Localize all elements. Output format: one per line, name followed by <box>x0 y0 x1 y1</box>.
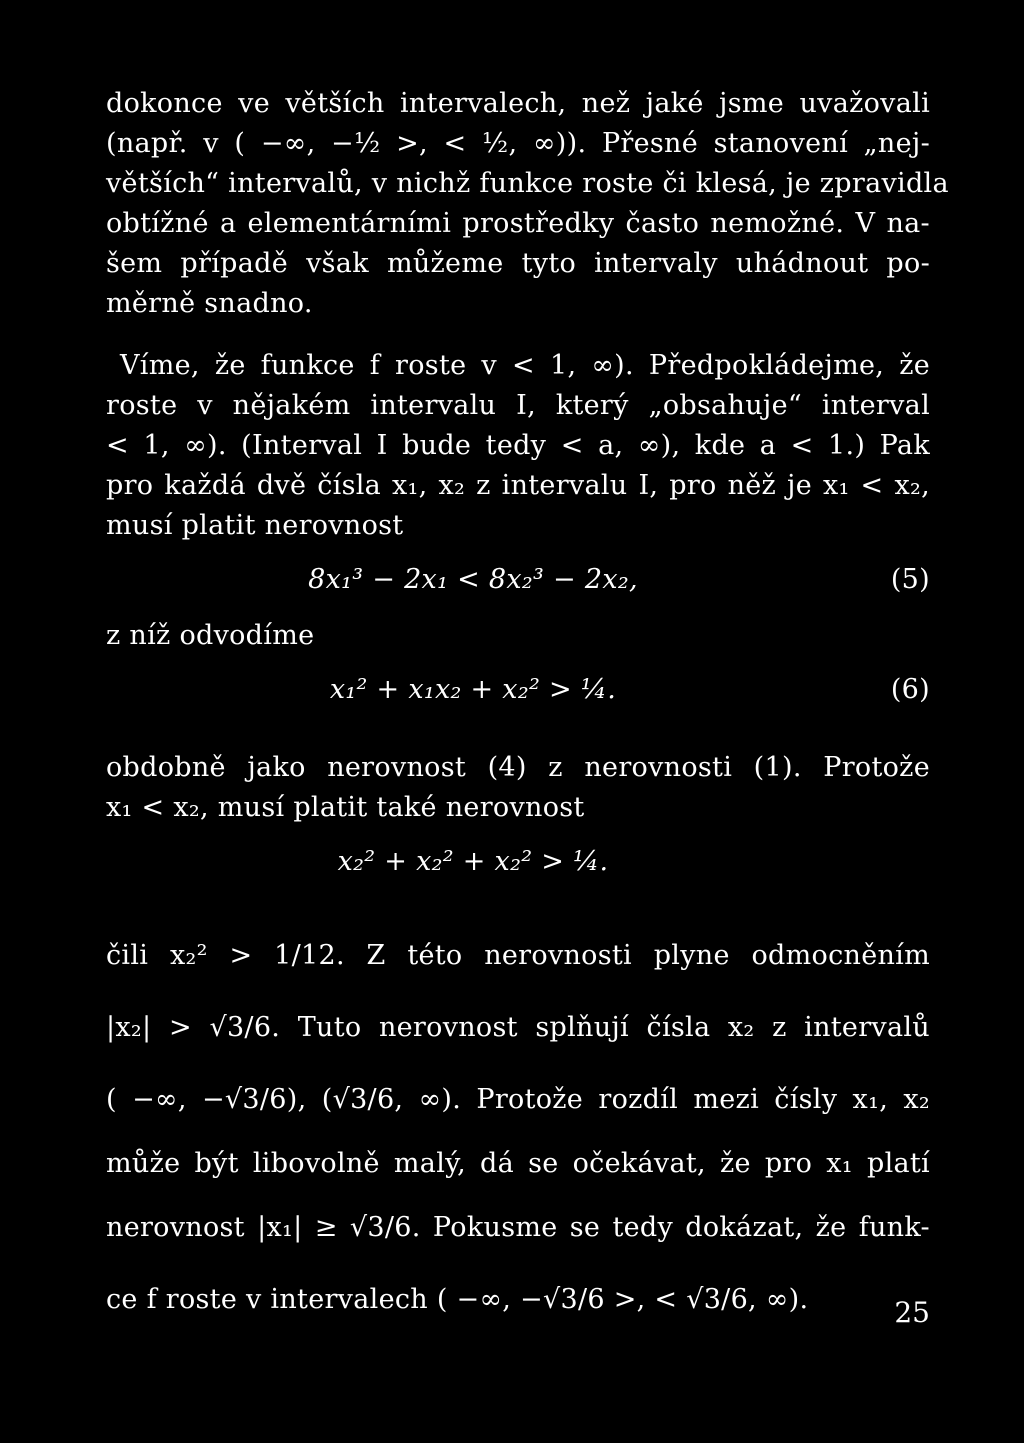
text-line: Víme, že funkce f roste v < 1, ∞). Předpokládejme, že <box>120 350 930 381</box>
equation-6 <box>106 656 930 726</box>
text-line: obdobně jako nerovnost (4) z nerovnosti (1). Protože <box>106 752 930 783</box>
page-body <box>106 84 949 1336</box>
text-line: čili x₂² > 1/12. Z této nerovnosti plyne odmocněním <box>106 940 930 971</box>
text-line: |x₂| > √3/6. Tuto nerovnost splňují čísla x₂ z intervalů <box>106 1012 930 1043</box>
text-line: může být libovolně malý, dá se očekávat, že pro x₁ platí <box>106 1148 930 1179</box>
lead-text: z níž odvodíme <box>106 620 315 651</box>
paragraph-3 <box>106 748 930 828</box>
equation-7 <box>106 828 930 898</box>
text-line: ce f roste v intervalech ( −∞, −√3/6 >, < √3/6, ∞). <box>106 1284 809 1315</box>
text-line: obtížné a elementárními prostředky často nemožné. V na- <box>106 208 930 239</box>
page-number: 25 <box>894 1296 930 1329</box>
paragraph-2 <box>106 346 930 546</box>
text-line: roste v nějakém intervalu I, který „obsahuje“ interval <box>106 390 930 421</box>
text-line: < 1, ∞). (Interval I bude tedy < a, ∞), kde a < 1.) Pak <box>106 430 930 461</box>
equation-5 <box>106 546 930 616</box>
equation-body: x₁² + x₁x₂ + x₂² > ¼. <box>329 674 617 705</box>
text-line: x₁ < x₂, musí platit také nerovnost <box>106 792 585 823</box>
equation-number: (6) <box>890 674 930 705</box>
text-line: nerovnost |x₁| ≥ √3/6. Pokusme se tedy dokázat, že funk- <box>106 1212 930 1243</box>
paragraph-1 <box>106 84 949 324</box>
text-line: šem případě však můžeme tyto intervaly uhádnout po- <box>106 248 930 279</box>
text-line: dokonce ve větších intervalech, než jaké jsme uvažovali <box>106 88 930 119</box>
text-line: musí platit nerovnost <box>106 510 404 541</box>
paragraph-4 <box>106 920 930 1336</box>
text-line: větších“ intervalů, v nichž funkce roste či klesá, je zpravidla <box>106 168 949 199</box>
text-line: měrně snadno. <box>106 288 313 319</box>
text-line: (např. v ( −∞, −½ >, < ½, ∞)). Přesné stanovení „nej- <box>106 128 930 159</box>
text-line: pro každá dvě čísla x₁, x₂ z intervalu I, pro něž je x₁ < x₂, <box>106 470 930 501</box>
equation-body: x₂² + x₂² + x₂² > ¼. <box>337 846 609 877</box>
text-line: ( −∞, −√3/6), (√3/6, ∞). Protože rozdíl mezi čísly x₁, x₂ <box>106 1084 930 1115</box>
equation-number: (5) <box>890 564 930 595</box>
equation-body: 8x₁³ − 2x₁ < 8x₂³ − 2x₂, <box>308 564 638 595</box>
